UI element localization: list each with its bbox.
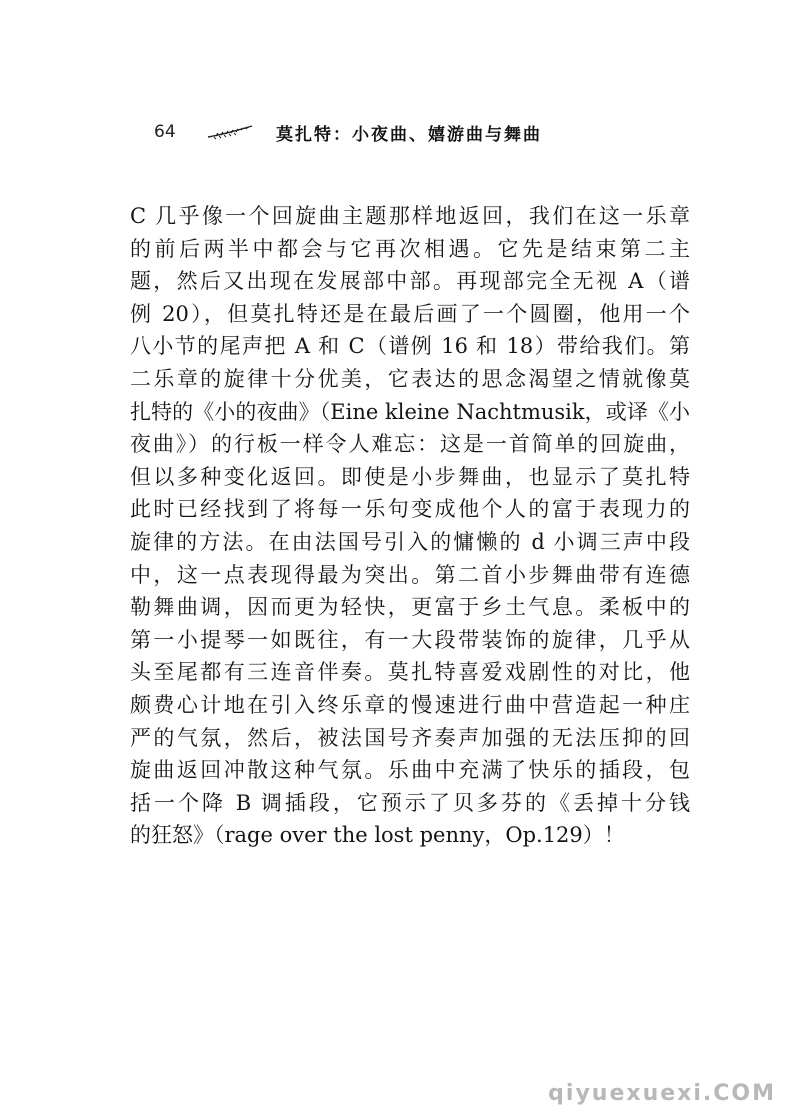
quill-ornament-icon: [206, 124, 254, 140]
text-line: 旋律的方法。在由法国号引入的慵懒的 d 小调三声中段: [130, 529, 690, 554]
text-line: 但以多种变化返回。即使是小步舞曲，也显示了莫扎特: [130, 464, 690, 489]
text-line: 第一小提琴一如既往，有一大段带装饰的旋律，几乎从: [130, 627, 690, 652]
text-line: 中，这一点表现得最为突出。第二首小步舞曲带有连德: [130, 562, 690, 587]
text-line: 题，然后又出现在发展部中部。再现部完全无视 A（谱: [130, 269, 690, 294]
text-line: 勒舞曲调，因而更为轻快，更富于乡土气息。柔板中的: [130, 595, 690, 620]
text-line: 扎特的《小的夜曲》（Eine kleine Nachtmusik，或译《小: [130, 399, 690, 424]
text-line: 头至尾都有三连音伴奏。莫扎特喜爱戏剧性的对比，他: [130, 660, 690, 685]
running-title: 莫扎特：小夜曲、嬉游曲与舞曲: [276, 124, 542, 145]
text-line: 二乐章的旋律十分优美，它表达的思念渴望之情就像莫: [130, 366, 690, 391]
text-line: 的狂怒》（rage over the lost penny，Op.129）！: [130, 823, 625, 848]
text-line: 例 20），但莫扎特还是在最后画了一个圆圈，他用一个: [130, 301, 690, 326]
watermark-text: qiyuexuexi.COM: [548, 1081, 776, 1106]
running-header: [154, 118, 654, 146]
text-line: 夜曲》）的行板一样令人难忘：这是一首简单的回旋曲，: [130, 432, 690, 457]
text-line: 旋曲返回冲散这种气氛。乐曲中充满了快乐的插段，包: [130, 758, 690, 783]
text-line: 八小节的尾声把 A 和 C（谱例 16 和 18）带给我们。第: [130, 334, 690, 359]
text-line: C 几乎像一个回旋曲主题那样地返回，我们在这一乐章: [130, 204, 690, 228]
site-watermark: [548, 1081, 776, 1106]
text-line: 的前后两半中都会与它再次相遇。它先是结束第二主: [130, 236, 690, 261]
text-line: 此时已经找到了将每一乐句变成他个人的富于表现力的: [130, 497, 690, 522]
page-number: 64: [154, 122, 176, 142]
text-line: 严的气氛，然后，被法国号齐奏声加强的无法压抑的回: [130, 725, 690, 750]
text-line: 颇费心计地在引入终乐章的慢速进行曲中营造起一种庄: [130, 692, 690, 717]
text-line: 括一个降 B 调插段，它预示了贝多芬的《丢掉十分钱: [130, 790, 690, 815]
body-paragraph: [130, 200, 690, 852]
